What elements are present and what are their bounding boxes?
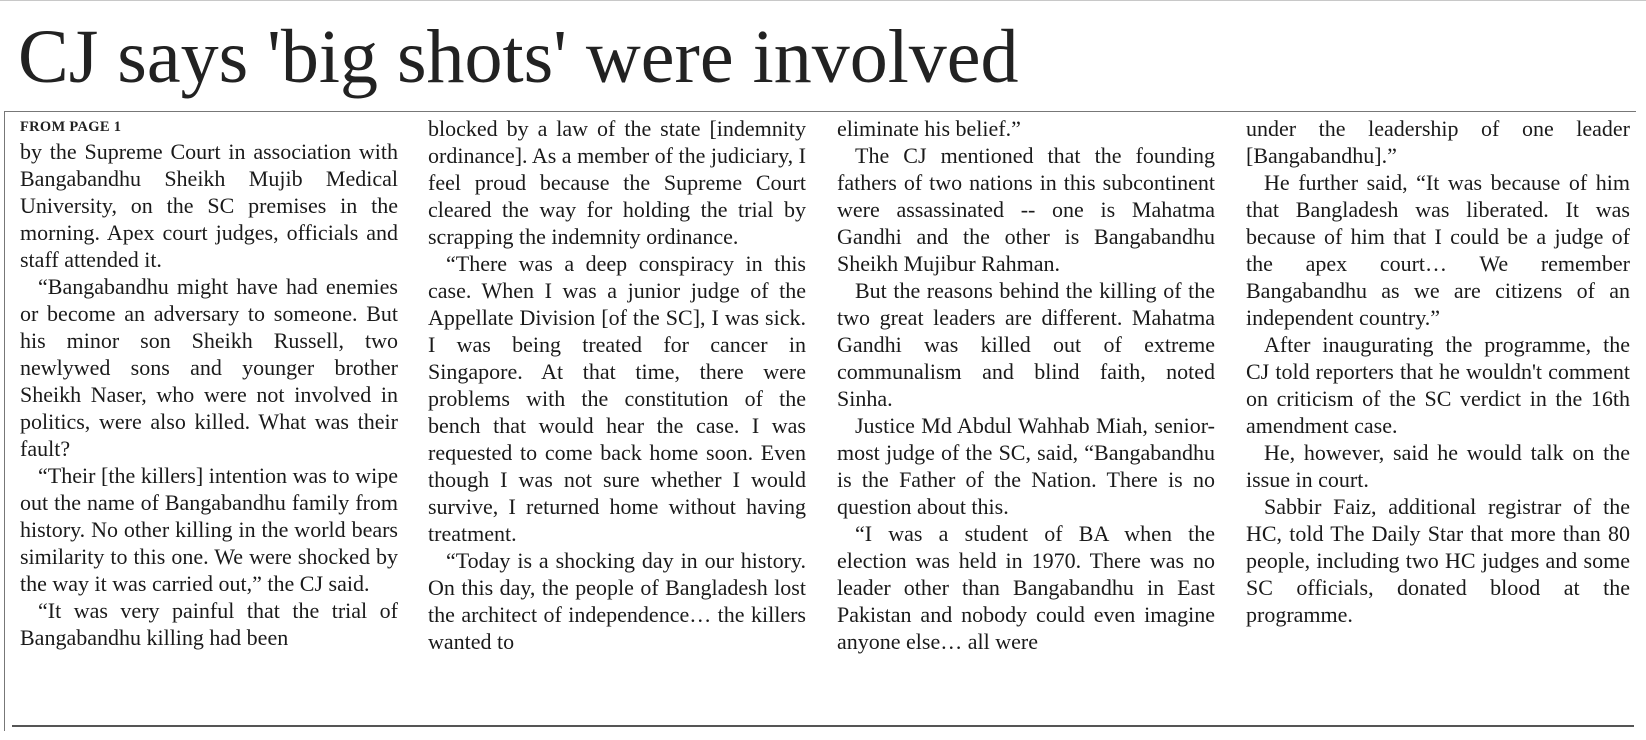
paragraph: The CJ mentioned that the founding fathers of two nations in this subcontinent were assassinated -- one is Mahatma Gandhi and the other is Bangabandhu Sheikh Mujibur Rahman. bbox=[837, 143, 1215, 276]
paragraph: “Today is a shocking day in our history. On this day, the people of Bangladesh lost the architect of independence… the killers wanted to bbox=[428, 548, 806, 654]
paragraph: He, however, said he would talk on the issue in court. bbox=[1246, 440, 1630, 492]
paragraph: He further said, “It was because of him that Bangladesh was liberated. It was because of him that I could be a judge of the apex court… We remember Bangabandhu as we are citizens of an independent country.” bbox=[1246, 170, 1630, 330]
paragraph: “There was a deep conspiracy in this case. When I was a junior judge of the Appellate Division [of the SC], I was sick. I was being treated for cancer in Singapore. At that time, there were problems with the constitution of the bench that would hear the case. I was requested to come back home soon. Even though I was not sure whether I would survive, I returned home without having treatment. bbox=[428, 251, 806, 546]
paragraph: After inaugurating the programme, the CJ told reporters that he wouldn't comment on criticism of the SC verdict in the 16th amendment case. bbox=[1246, 332, 1630, 438]
article-column-1 bbox=[20, 115, 398, 715]
article-column-3 bbox=[837, 115, 1215, 715]
paragraph: “Bangabandhu might have had enemies or become an adversary to someone. But his minor son Sheikh Russell, two newlywed sons and younger brother Sheikh Naser, who were not involved in politics, were also killed. What was their fault? bbox=[20, 274, 398, 461]
article-column-2 bbox=[428, 115, 806, 715]
bottom-rule bbox=[12, 725, 1634, 727]
paragraph: “It was very painful that the trial of Bangabandhu killing had been bbox=[20, 598, 398, 650]
paragraph: Sabbir Faiz, additional registrar of the HC, told The Daily Star that more than 80 people, including two HC judges and some SC officials, donated blood at the programme. bbox=[1246, 494, 1630, 627]
headline-rule bbox=[4, 111, 1636, 112]
paragraph: eliminate his belief.” bbox=[837, 116, 1021, 141]
paragraph: blocked by a law of the state [indemnity ordinance]. As a member of the judiciary, I feel proud because the Supreme Court cleared the way for holding the trial by scrapping the indemnity ordinance. bbox=[428, 116, 806, 249]
paragraph: by the Supreme Court in association with Bangabandhu Sheikh Mujib Medical University, on the SC premises in the morning. Apex court judges, officials and staff attended it. bbox=[20, 139, 398, 272]
article-column-4 bbox=[1246, 115, 1630, 715]
paragraph: But the reasons behind the killing of the two great leaders are different. Mahatma Gandhi was killed out of extreme communalism and blind faith, noted Sinha. bbox=[837, 278, 1215, 411]
paragraph: “I was a student of BA when the election was held in 1970. There was no leader other than Bangabandhu in East Pakistan and nobody could even imagine anyone else… all were bbox=[837, 521, 1215, 654]
paragraph: under the leadership of one leader [Bangabandhu].” bbox=[1246, 116, 1630, 168]
headline: CJ says 'big shots' were involved bbox=[18, 15, 1019, 99]
paragraph: “Their [the killers] intention was to wipe out the name of Bangabandhu family from history. No other killing in the world bears similarity to this one. We were shocked by the way it was carried out,” the CJ said. bbox=[20, 463, 398, 596]
continuation-kicker: FROM PAGE 1 bbox=[20, 119, 122, 135]
paragraph: Justice Md Abdul Wahhab Miah, senior-most judge of the SC, said, “Bangabandhu is the Father of the Nation. There is no question about this. bbox=[837, 413, 1215, 519]
left-border bbox=[4, 111, 5, 731]
